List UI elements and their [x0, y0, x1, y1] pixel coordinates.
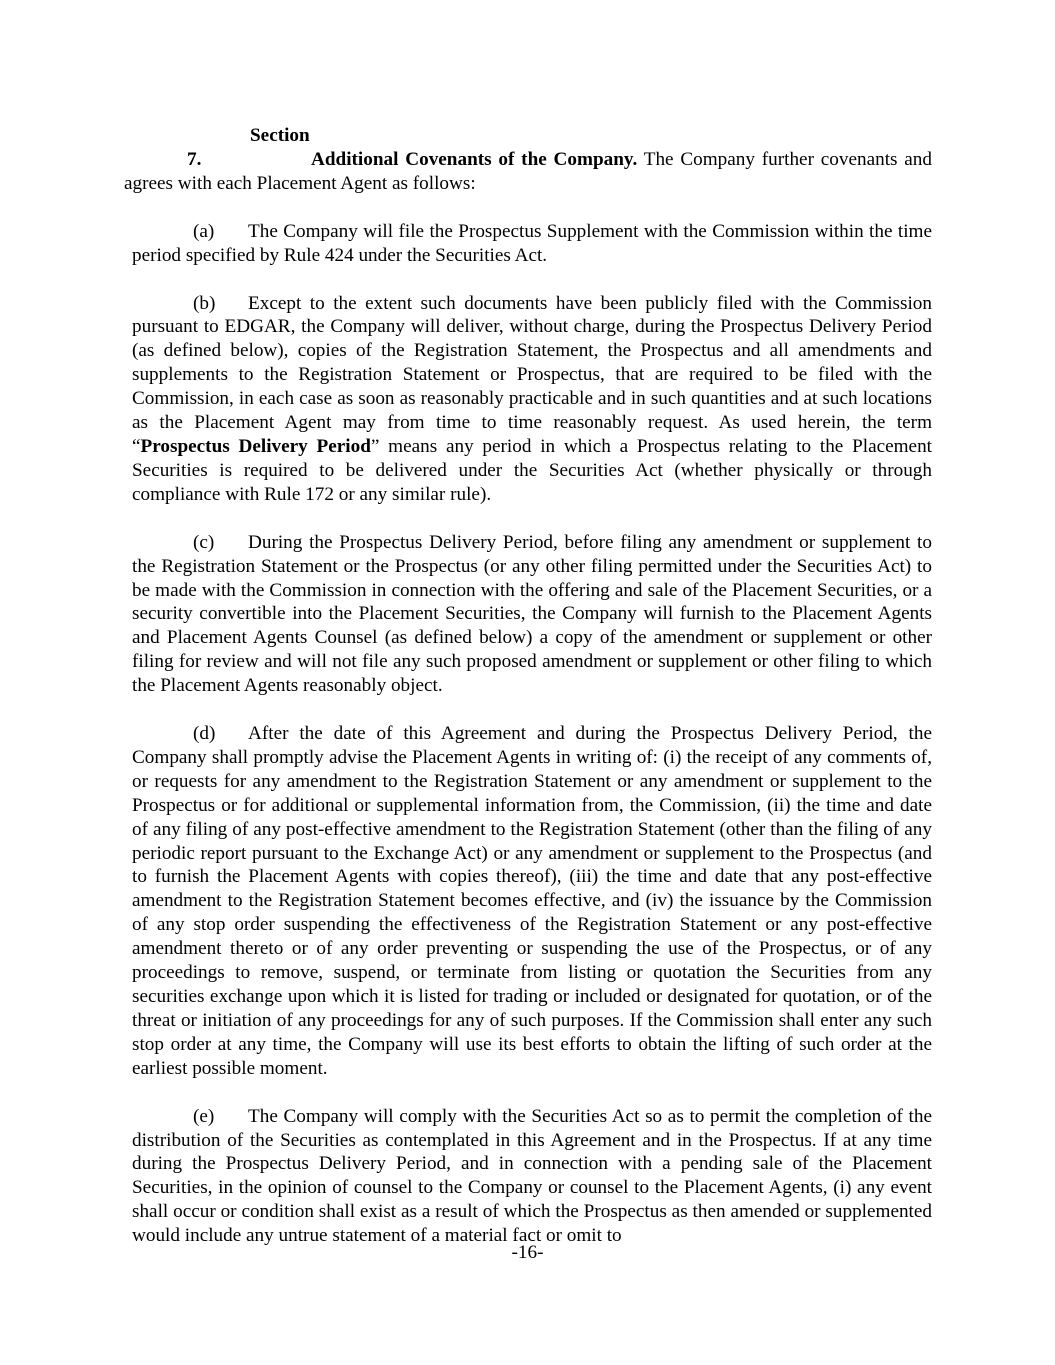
page-number: -16-: [511, 1242, 544, 1263]
paragraph-text: Except to the extent such documents have been publicly filed with the Commission pursuant to EDGAR, the Company will deliver, without charge, during the Prospectus Delivery Period (as defined below), copies of the Registration Statement, the Prospectus and all amendments and supplements to the Registration Statement or Prospectus, that are required to be filed with the Commission, in each case as soon as reasonably practicable and in such quantities and at such locations as the Placement Agent may from time to time reasonably request. As used herein, the term “: [132, 292, 932, 457]
paragraph-b: [132, 292, 932, 507]
section-title: Additional Covenants of the Company.: [311, 148, 638, 170]
paragraph-a: [132, 220, 932, 268]
paragraph-label: (c): [193, 531, 215, 553]
paragraph-label: (e): [193, 1105, 215, 1127]
paragraph-text-continued: ” means any period in which a Prospectus relating to the Placement Securities is required to be delivered under the Securities Act (whether physically or through compliance with Rule 172 or any similar rule).: [132, 435, 932, 505]
paragraph-label: (b): [193, 292, 216, 314]
paragraph-text: After the date of this Agreement and during the Prospectus Delivery Period, the Company shall promptly advise the Placement Agents in writing of: (i) the receipt of any comments of, or requests for any amendment to the Registration Statement or any amendment or supplement to the Prospectus or for additional or supplemental information from, the Commission, (ii) the time and date of any filing of any post-effective amendment to the Registration Statement (other than the filing of any periodic report pursuant to the Exchange Act) or any amendment or supplement to the Prospectus (and to furnish the Placement Agents with copies thereof), (iii) the time and date that any post-effective amendment to the Registration Statement becomes effective, and (iv) the issuance by the Commission of any stop order suspending the effectiveness of the Registration Statement or any post-effective amendment thereto or of any order preventing or suspending the use of the Prospectus, or of any proceedings to remove, suspend, or terminate from listing or quotation the Securities from any securities exchange upon which it is listed for trading or included or designated for quotation, or of the threat or initiation of any proceedings for any of such purposes. If the Commission shall enter any such stop order at any time, the Company will use its best efforts to obtain the lifting of such order at the earliest possible moment.: [132, 723, 932, 1079]
section-intro: The Company further covenants and agrees with each Placement Agent as follows:: [124, 148, 932, 194]
section-number: Section 7.: [187, 125, 310, 170]
defined-term: Prospectus Delivery Period: [140, 435, 371, 457]
paragraph-text: The Company will comply with the Securities Act so as to permit the completion of the distribution of the Securities as contemplated in this Agreement and in the Prospectus. If at any time during the Prospectus Delivery Period, and in connection with a pending sale of the Placement Securities, in the opinion of counsel to the Company or counsel to the Placement Agents, (i) any event shall occur or condition shall exist as a result of which the Prospectus as then amended or supplemented would include any untrue statement of a material fact or omit to: [132, 1105, 932, 1247]
paragraph-e: [132, 1105, 932, 1248]
paragraph-text: The Company will file the Prospectus Supplement with the Commission within the time period specified by Rule 424 under the Securities Act.: [132, 220, 932, 266]
paragraph-d: [132, 722, 932, 1081]
paragraph-text: During the Prospectus Delivery Period, before filing any amendment or supplement to the Registration Statement or the Prospectus (or any other filing permitted under the Securities Act) to be made with the Commission in connection with the offering and sale of the Placement Securities, or a security convertible into the Placement Securities, the Company will furnish to the Placement Agents and Placement Agents Counsel (as defined below) a copy of the amendment or supplement or other filing for review and will not file any such proposed amendment or supplement or other filing to which the Placement Agents reasonably object.: [132, 531, 932, 697]
paragraph-label: (a): [193, 220, 215, 242]
document-page: [124, 124, 932, 1272]
paragraph-label: (d): [193, 723, 216, 745]
paragraph-c: [132, 531, 932, 698]
section-heading: [124, 124, 932, 196]
